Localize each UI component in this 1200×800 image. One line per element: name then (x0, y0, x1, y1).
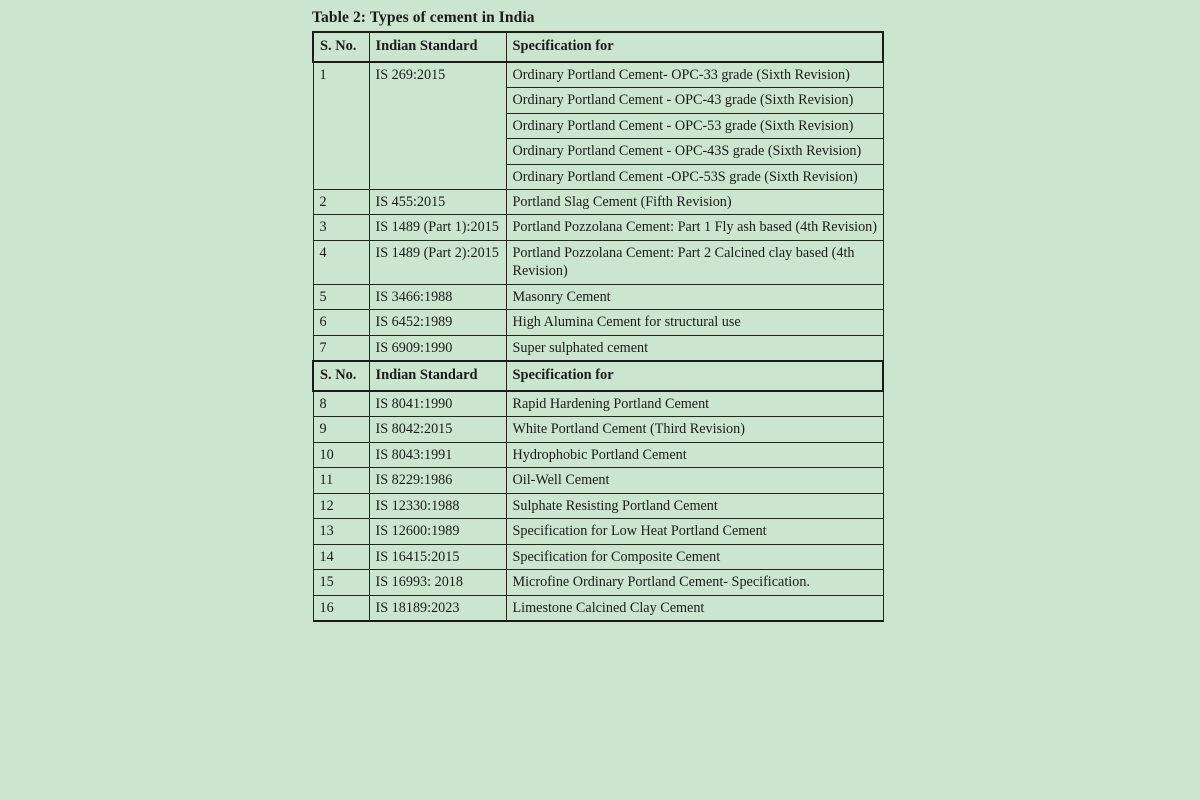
cell-serial-number: 16 (313, 595, 369, 621)
cell-indian-standard: IS 455:2015 (369, 189, 506, 214)
cell-specification: White Portland Cement (Third Revision) (506, 417, 883, 442)
cell-indian-standard: IS 8042:2015 (369, 417, 506, 442)
cell-indian-standard: IS 16415:2015 (369, 544, 506, 569)
table-row (313, 240, 883, 284)
column-header-spec: Specification for (506, 361, 883, 391)
cell-serial-number: 2 (313, 189, 369, 214)
cell-specification: Limestone Calcined Clay Cement (506, 595, 883, 621)
table-row (313, 62, 883, 88)
cell-indian-standard: IS 16993: 2018 (369, 570, 506, 595)
cell-specification: Ordinary Portland Cement -OPC-53S grade (Sixth Revision) (506, 164, 883, 189)
cell-serial-number: 4 (313, 240, 369, 284)
cell-indian-standard: IS 12330:1988 (369, 493, 506, 518)
cell-serial-number: 8 (313, 391, 369, 417)
table-row (313, 442, 883, 467)
cell-specification: Portland Slag Cement (Fifth Revision) (506, 189, 883, 214)
cell-specification: Ordinary Portland Cement - OPC-43 grade (Sixth Revision) (506, 88, 883, 113)
cell-specification: Masonry Cement (506, 284, 883, 309)
cement-types-table (312, 31, 884, 622)
cell-serial-number: 15 (313, 570, 369, 595)
table-row (313, 284, 883, 309)
table-row (313, 544, 883, 569)
table-row (313, 468, 883, 493)
cell-specification: Sulphate Resisting Portland Cement (506, 493, 883, 518)
cell-serial-number: 10 (313, 442, 369, 467)
cell-specification: Specification for Composite Cement (506, 544, 883, 569)
cell-serial-number: 14 (313, 544, 369, 569)
cell-indian-standard: IS 3466:1988 (369, 284, 506, 309)
cell-specification: Super sulphated cement (506, 335, 883, 361)
cell-indian-standard: IS 8229:1986 (369, 468, 506, 493)
column-header-std: Indian Standard (369, 32, 506, 62)
table-row (313, 519, 883, 544)
cell-specification: Microfine Ordinary Portland Cement- Specification. (506, 570, 883, 595)
table-body (313, 32, 883, 621)
cell-indian-standard: IS 18189:2023 (369, 595, 506, 621)
column-header-sno: S. No. (313, 32, 369, 62)
cell-specification: Portland Pozzolana Cement: Part 1 Fly ash based (4th Revision) (506, 215, 883, 240)
cell-specification: Portland Pozzolana Cement: Part 2 Calcined clay based (4th Revision) (506, 240, 883, 284)
cell-specification: Oil-Well Cement (506, 468, 883, 493)
cell-specification: Specification for Low Heat Portland Cement (506, 519, 883, 544)
cell-indian-standard: IS 6452:1989 (369, 310, 506, 335)
cell-specification: Ordinary Portland Cement - OPC-43S grade (Sixth Revision) (506, 139, 883, 164)
cell-indian-standard: IS 8043:1991 (369, 442, 506, 467)
cell-indian-standard: IS 269:2015 (369, 62, 506, 190)
table-row (313, 215, 883, 240)
table-container (312, 31, 882, 622)
cell-indian-standard: IS 1489 (Part 2):2015 (369, 240, 506, 284)
cell-specification: Ordinary Portland Cement - OPC-53 grade (Sixth Revision) (506, 113, 883, 138)
cell-serial-number: 11 (313, 468, 369, 493)
table-caption: Table 2: Types of cement in India (312, 9, 535, 26)
column-header-std: Indian Standard (369, 361, 506, 391)
cell-serial-number: 1 (313, 62, 369, 190)
cell-serial-number: 12 (313, 493, 369, 518)
table-row (313, 310, 883, 335)
cell-indian-standard: IS 6909:1990 (369, 335, 506, 361)
table-row (313, 493, 883, 518)
cell-specification: Hydrophobic Portland Cement (506, 442, 883, 467)
cell-specification: High Alumina Cement for structural use (506, 310, 883, 335)
cell-serial-number: 9 (313, 417, 369, 442)
cell-serial-number: 13 (313, 519, 369, 544)
cell-serial-number: 7 (313, 335, 369, 361)
table-row (313, 595, 883, 621)
table-row (313, 570, 883, 595)
cell-serial-number: 5 (313, 284, 369, 309)
column-header-spec: Specification for (506, 32, 883, 62)
table-row (313, 417, 883, 442)
cell-specification: Ordinary Portland Cement- OPC-33 grade (Sixth Revision) (506, 62, 883, 88)
cell-serial-number: 3 (313, 215, 369, 240)
table-row (313, 189, 883, 214)
cell-serial-number: 6 (313, 310, 369, 335)
cell-specification: Rapid Hardening Portland Cement (506, 391, 883, 417)
table-row (313, 391, 883, 417)
table-header-row (313, 361, 883, 391)
table-header-row (313, 32, 883, 62)
cell-indian-standard: IS 8041:1990 (369, 391, 506, 417)
cell-indian-standard: IS 1489 (Part 1):2015 (369, 215, 506, 240)
table-row (313, 335, 883, 361)
cell-indian-standard: IS 12600:1989 (369, 519, 506, 544)
column-header-sno: S. No. (313, 361, 369, 391)
